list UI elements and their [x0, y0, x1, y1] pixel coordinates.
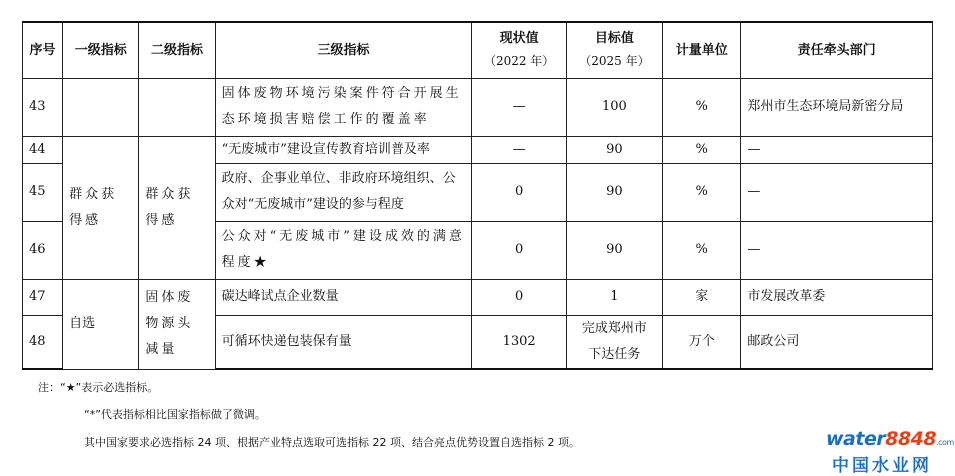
cell-target: 90	[566, 136, 662, 163]
cell-seq: 47	[23, 279, 63, 315]
cell-current: 0	[472, 163, 566, 221]
header-target-label: 目标值	[594, 31, 634, 47]
watermark-logo	[826, 428, 954, 476]
cell-unit: %	[663, 163, 741, 221]
watermark-brand	[826, 428, 954, 450]
cell-target: 90	[566, 163, 662, 221]
cell-unit: %	[663, 136, 741, 163]
table-row	[23, 279, 933, 315]
indicator-table	[22, 21, 933, 370]
watermark-brand-b: 8848	[885, 428, 937, 450]
header-current-year: （2022 年）	[483, 54, 555, 69]
watermark-brand-a: water	[826, 428, 886, 450]
table-row	[23, 136, 933, 163]
note-line-3: 其中国家要求必选指标 24 项、根据产业特点选取可选指标 22 项、结合亮点优势设置自选指标 2 项。	[84, 436, 580, 449]
cell-level2-empty	[139, 78, 215, 136]
cell-dept: —	[741, 163, 933, 221]
watermark-cn: 中国水业网	[832, 456, 932, 476]
cell-level3: 固体废物环境污染案件符合开展生态环境损害赔偿工作的覆盖率	[215, 78, 472, 136]
header-level2: 二级指标	[139, 22, 215, 78]
header-row	[23, 22, 933, 78]
cell-current: 1302	[472, 315, 566, 369]
cell-target: 100	[566, 78, 662, 136]
note-line-1: 注：“★”表示必选指标。	[38, 381, 159, 394]
cell-unit: %	[663, 221, 741, 279]
table-row	[23, 78, 933, 136]
header-target-year: （2025 年）	[579, 54, 650, 69]
cell-seq: 44	[23, 136, 63, 163]
header-unit: 计量单位	[663, 22, 741, 78]
cell-level3: 公众对“无废城市”建设成效的满意程度★	[215, 221, 472, 279]
cell-level3: “无废城市”建设宣传教育培训普及率	[215, 136, 472, 163]
cell-current: —	[472, 78, 566, 136]
cell-seq: 48	[23, 315, 63, 369]
cell-unit: 家	[663, 279, 741, 315]
cell-dept: 邮政公司	[741, 315, 933, 369]
cell-level2-group: 固体废物源头减量	[139, 279, 215, 369]
cell-current: 0	[472, 279, 566, 315]
cell-current: 0	[472, 221, 566, 279]
cell-seq: 46	[23, 221, 63, 279]
cell-current: —	[472, 136, 566, 163]
cell-level1-group: 群众获得感	[63, 136, 139, 279]
cell-unit: 万个	[663, 315, 741, 369]
cell-seq: 45	[23, 163, 63, 221]
cell-dept: 市发展改革委	[741, 279, 933, 315]
cell-dept: 郑州市生态环境局新密分局	[741, 78, 933, 136]
cell-target: 1	[566, 279, 662, 315]
cell-level1-group: 自选	[63, 279, 139, 369]
cell-level3: 可循环快递包装保有量	[215, 315, 472, 369]
cell-dept: —	[741, 221, 933, 279]
header-target	[566, 22, 662, 78]
header-current	[472, 22, 566, 78]
cell-level3: 政府、企事业单位、非政府环境组织、公众对“无废城市”建设的参与程度	[215, 163, 472, 221]
header-seq: 序号	[23, 22, 63, 78]
cell-target: 90	[566, 221, 662, 279]
cell-target: 完成郑州市下达任务	[566, 315, 662, 369]
header-level3: 三级指标	[215, 22, 472, 78]
cell-level2-group: 群众获得感	[139, 136, 215, 279]
watermark-domain: .com	[936, 438, 954, 447]
cell-seq: 43	[23, 78, 63, 136]
cell-dept: —	[741, 136, 933, 163]
header-level1: 一级指标	[63, 22, 139, 78]
cell-level1-empty	[63, 78, 139, 136]
cell-unit: %	[663, 78, 741, 136]
note-line-2: “*”代表指标相比国家指标做了微调。	[84, 408, 266, 421]
cell-level3: 碳达峰试点企业数量	[215, 279, 472, 315]
header-dept: 责任牵头部门	[741, 22, 933, 78]
header-current-label: 现状值	[499, 31, 539, 47]
